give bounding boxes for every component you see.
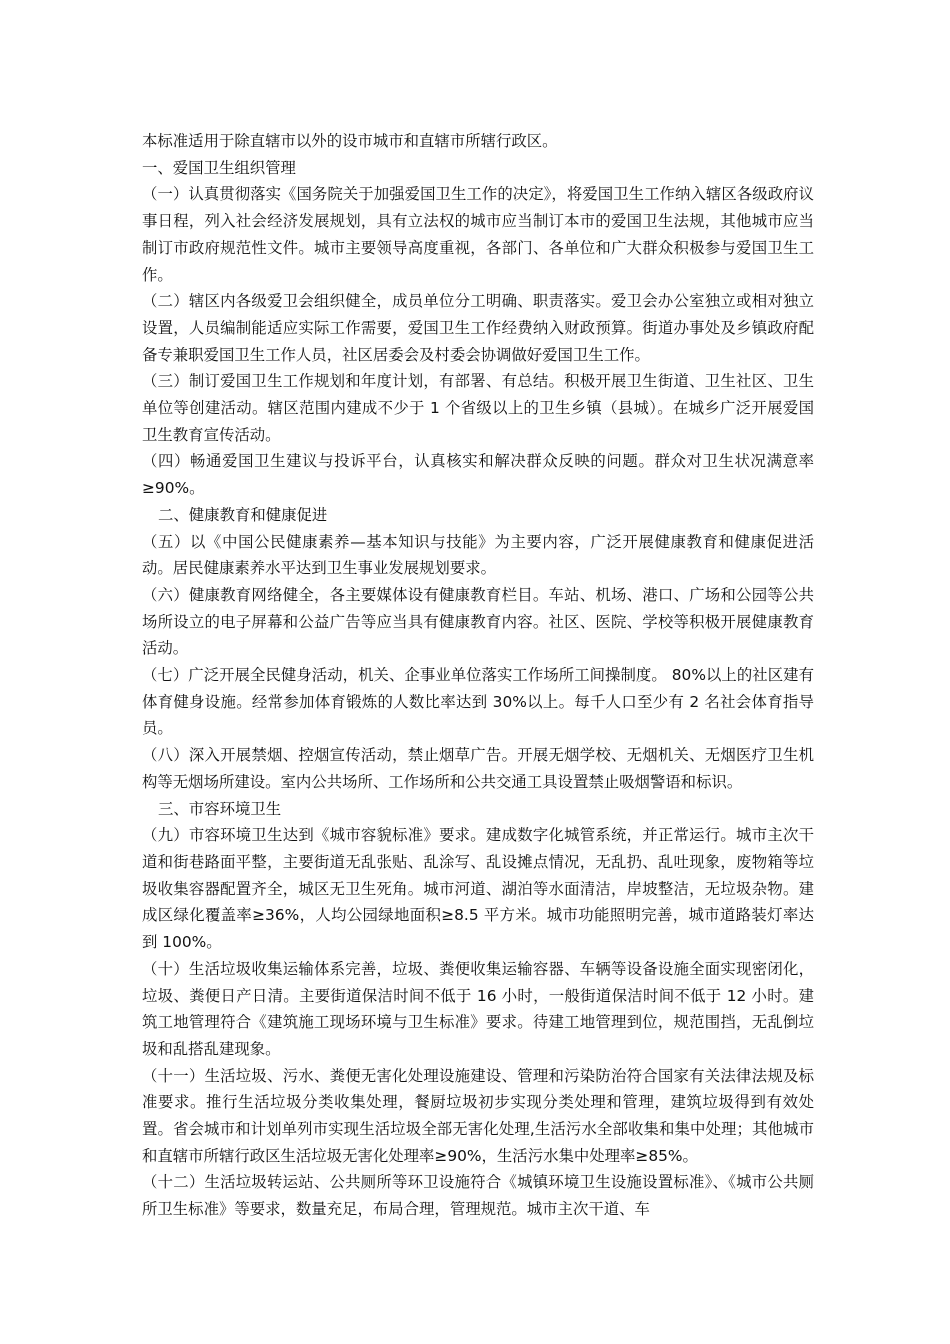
document-page bbox=[142, 128, 814, 1223]
section-2-heading: 二、健康教育和健康促进 bbox=[158, 505, 328, 524]
paragraph-4: （四）畅通爱国卫生建议与投诉平台，认真核实和解决群众反映的问题。群众对卫生状况满意率≥90%。 bbox=[142, 452, 814, 498]
section-3-heading: 三、市容环境卫生 bbox=[158, 799, 282, 818]
paragraph-6: （六）健康教育网络健全，各主要媒体设有健康教育栏目。车站、机场、港口、广场和公园等公共场所设立的电子屏幕和公益广告等应当具有健康教育内容。社区、医院、学校等积极开展健康教育活动。 bbox=[142, 585, 814, 658]
section-1-heading: 一、爱国卫生组织管理 bbox=[142, 158, 296, 177]
paragraph-1: （一）认真贯彻落实《国务院关于加强爱国卫生工作的决定》，将爱国卫生工作纳入辖区各级政府议事日程，列入社会经济发展规划，具有立法权的城市应当制订本市的爱国卫生法规，其他城市应当制订市政府规范性文件。城市主要领导高度重视，各部门、各单位和广大群众积极参与爱国卫生工作。 bbox=[142, 185, 814, 284]
paragraph-3: （三）制订爱国卫生工作规划和年度计划，有部署、有总结。积极开展卫生街道、卫生社区、卫生单位等创建活动。辖区范围内建成不少于 1 个省级以上的卫生乡镇（县城）。在城乡广泛开展爱国卫生教育宣传活动。 bbox=[142, 372, 814, 444]
paragraph-2: （二）辖区内各级爱卫会组织健全，成员单位分工明确、职责落实。爱卫会办公室独立或相对独立设置，人员编制能适应实际工作需要，爱国卫生工作经费纳入财政预算。街道办事处及乡镇政府配备专兼职爱国卫生工作人员，社区居委会及村委会协调做好爱国卫生工作。 bbox=[142, 292, 814, 364]
paragraph-5: （五）以《中国公民健康素养—基本知识与技能》为主要内容，广泛开展健康教育和健康促进活动。居民健康素养水平达到卫生事业发展规划要求。 bbox=[142, 532, 814, 578]
intro-paragraph: 本标准适用于除直辖市以外的设市城市和直辖市所辖行政区。 bbox=[142, 132, 558, 150]
paragraph-9: （九）市容环境卫生达到《城市容貌标准》要求。建成数字化城管系统，并正常运行。城市主次干道和街巷路面平整，主要街道无乱张贴、乱涂写、乱设摊点情况，无乱扔、乱吐现象，废物箱等垃圾收集容器配置齐全，城区无卫生死角。城市河道、湖泊等水面清洁，岸坡整洁，无垃圾杂物。建成区绿化覆盖率≥36%，人均公园绿地面积≥8.5 平方米。城市功能照明完善，城市道路装灯率达到 100%。 bbox=[142, 826, 814, 952]
paragraph-10: （十）生活垃圾收集运输体系完善，垃圾、粪便收集运输容器、车辆等设备设施全面实现密闭化，垃圾、粪便日产日清。主要街道保洁时间不低于 16 小时，一般街道保洁时间不低于 12 小时。建筑工地管理符合《建筑施工现场环境与卫生标准》要求。待建工地管理到位，规范围挡，无乱倒垃圾和乱搭乱建现象。 bbox=[142, 959, 814, 1058]
paragraph-12: （十二）生活垃圾转运站、公共厕所等环卫设施符合《城镇环境卫生设施设置标准》、《城市公共厕所卫生标准》等要求，数量充足，布局合理，管理规范。城市主次干道、车 bbox=[142, 1173, 814, 1219]
paragraph-11: （十一）生活垃圾、污水、粪便无害化处理设施建设、管理和污染防治符合国家有关法律法规及标准要求。推行生活垃圾分类收集处理，餐厨垃圾初步实现分类处理和管理，建筑垃圾得到有效处置。省会城市和计划单列市实现生活垃圾全部无害化处理,生活污水全部收集和集中处理；其他城市和直辖市所辖行政区生活垃圾无害化处理率≥90%，生活污水集中处理率≥85%。 bbox=[142, 1066, 814, 1165]
paragraph-7: （七）广泛开展全民健身活动，机关、企事业单位落实工作场所工间操制度。 80%以上的社区建有体育健身设施。经常参加体育锻炼的人数比率达到 30%以上。每千人口至少有 2 名社会体育指导员。 bbox=[142, 666, 814, 738]
paragraph-8: （八）深入开展禁烟、控烟宣传活动，禁止烟草广告。开展无烟学校、无烟机关、无烟医疗卫生机构等无烟场所建设。室内公共场所、工作场所和公共交通工具设置禁止吸烟警语和标识。 bbox=[142, 746, 814, 791]
